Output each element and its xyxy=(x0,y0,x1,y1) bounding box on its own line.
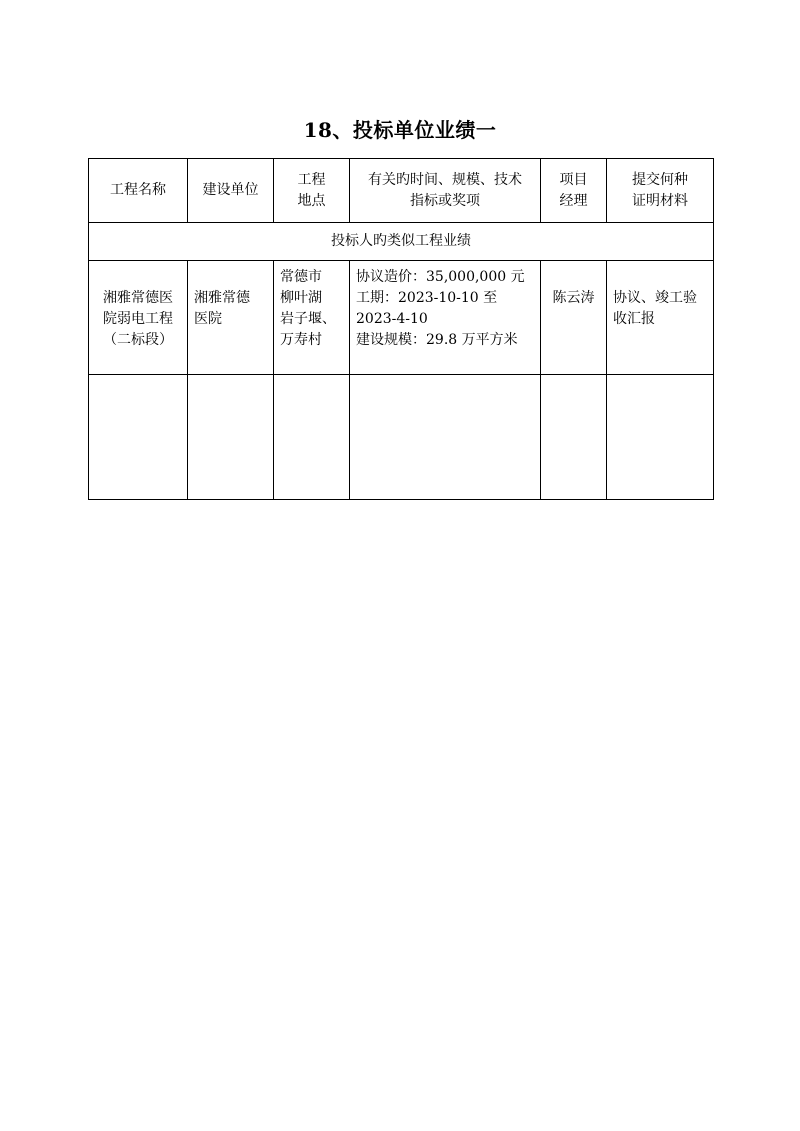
header-details: 有关旳时间、规模、技术 指标或奖项 xyxy=(350,159,541,223)
table-header-row xyxy=(89,159,714,223)
header-manager: 项目 经理 xyxy=(541,159,607,223)
performance-table xyxy=(88,158,714,500)
cell-manager: 陈云涛 xyxy=(541,261,607,375)
table-section-row xyxy=(89,223,714,261)
section-label: 投标人旳类似工程业绩 xyxy=(89,223,714,261)
cell-builder: 湘雅常德 医院 xyxy=(188,261,274,375)
page-title: 18、投标单位业绩一 xyxy=(303,118,497,142)
header-location: 工程 地点 xyxy=(274,159,350,223)
cell-proof: 协议、竣工验 收汇报 xyxy=(607,261,714,375)
empty-cell xyxy=(607,375,714,500)
table-row xyxy=(89,261,714,375)
header-builder: 建设单位 xyxy=(188,159,274,223)
empty-cell xyxy=(188,375,274,500)
cell-details: 协议造价：35,000,000 元 工期：2023-10-10 至 2023-4-10 建设规模：29.8 万平方米 xyxy=(350,261,541,375)
empty-cell xyxy=(274,375,350,500)
empty-cell xyxy=(541,375,607,500)
cell-project-name: 湘雅常德医 院弱电工程 （二标段） xyxy=(89,261,188,375)
cell-location: 常德市 柳叶湖 岩子堰、 万寿村 xyxy=(274,261,350,375)
header-project-name: 工程名称 xyxy=(89,159,188,223)
empty-cell xyxy=(350,375,541,500)
header-proof: 提交何种 证明材料 xyxy=(607,159,714,223)
empty-cell xyxy=(89,375,188,500)
table-row-empty xyxy=(89,375,714,500)
